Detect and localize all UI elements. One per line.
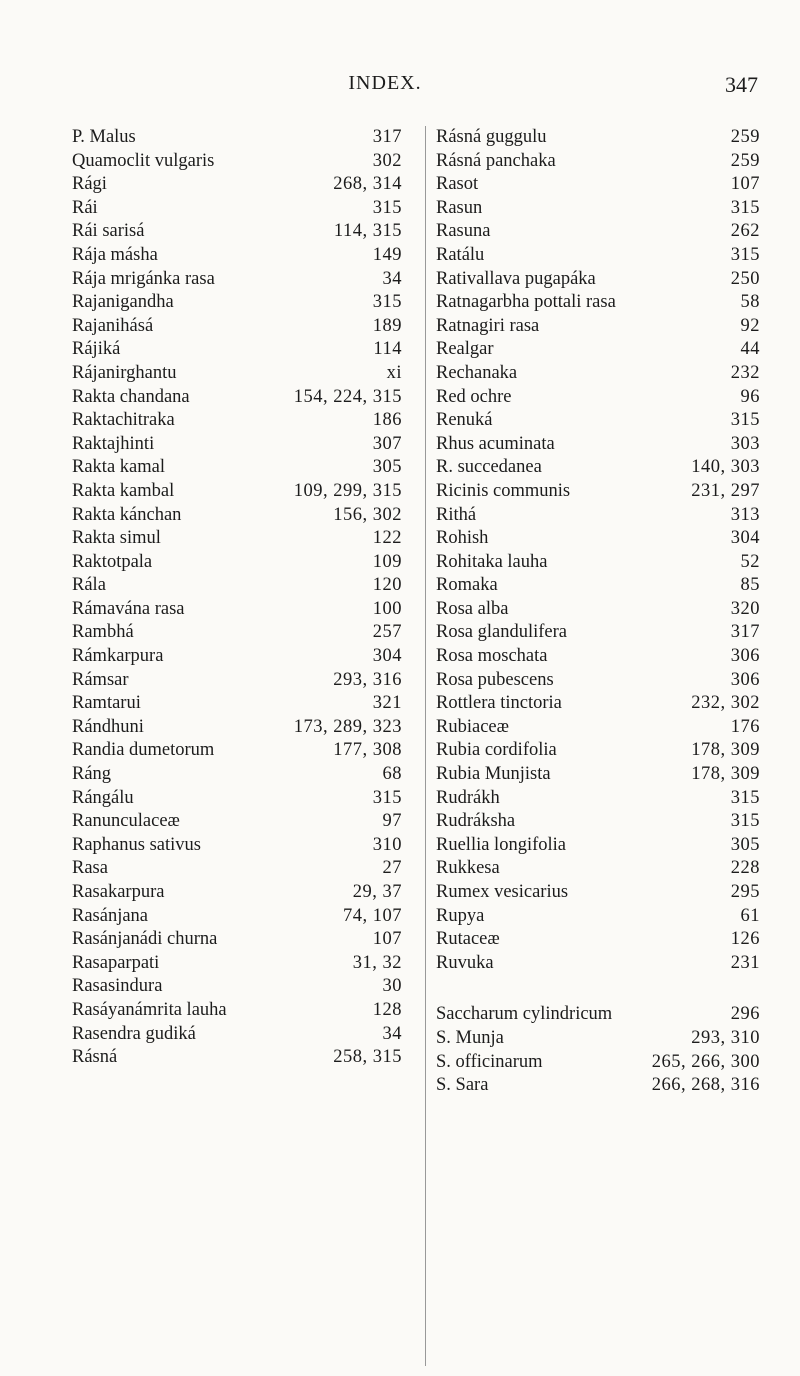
index-pages: 31, 32 (352, 952, 402, 973)
index-entry (426, 621, 760, 645)
index-pages: 114, 315 (333, 221, 402, 242)
index-entry (426, 952, 760, 976)
index-term: Renuká (436, 410, 493, 431)
index-entry (426, 409, 760, 433)
index-term: Ratnagiri rasa (436, 315, 540, 336)
index-entry (426, 338, 760, 362)
index-pages: 52 (740, 551, 760, 572)
index-entry (426, 150, 760, 174)
index-pages: 295 (730, 882, 760, 902)
index-term: Rambhá (72, 622, 134, 643)
index-pages: 302 (372, 150, 402, 171)
index-pages: 178, 309 (691, 764, 760, 785)
index-pages: 306 (730, 646, 760, 667)
index-pages: 228 (730, 858, 760, 879)
index-term: Rativallava pugapáka (436, 268, 596, 289)
index-term: Quamoclit vulgaris (72, 150, 215, 171)
index-pages: 317 (372, 127, 402, 147)
index-term: Ramtarui (72, 693, 141, 714)
index-entry (426, 173, 760, 197)
index-pages: 29, 37 (352, 882, 402, 902)
index-pages: 317 (730, 622, 760, 643)
index-term: Realgar (436, 339, 494, 360)
index-pages: 34 (382, 268, 402, 289)
index-entry (72, 338, 402, 362)
index-pages: 114 (373, 339, 402, 360)
index-entry (72, 999, 402, 1023)
index-entry (72, 527, 402, 551)
index-entry (72, 504, 402, 528)
index-term: S. Sara (436, 1075, 489, 1096)
index-pages: 293, 310 (691, 1027, 760, 1048)
index-entry (72, 1023, 402, 1047)
index-entry (426, 645, 760, 669)
index-term: Red ochre (436, 386, 512, 407)
index-term: Rági (72, 174, 107, 195)
index-pages: 186 (372, 410, 402, 431)
index-pages: 258, 315 (333, 1047, 402, 1068)
index-entry (426, 834, 760, 858)
index-entry (72, 645, 402, 669)
index-entry (72, 598, 402, 622)
index-pages: 304 (372, 646, 402, 667)
index-term: Rájiká (72, 339, 121, 360)
index-entry (72, 197, 402, 221)
index-pages: 107 (730, 174, 760, 195)
index-term: Rasaparpati (72, 952, 160, 973)
index-entry (426, 1051, 760, 1075)
index-term: Saccharum cylindricum (436, 1004, 613, 1025)
index-term: Raktotpala (72, 551, 153, 572)
index-pages: 128 (372, 999, 402, 1020)
index-entry (426, 881, 760, 905)
index-term: Rásná (72, 1047, 118, 1068)
index-pages: 315 (372, 787, 402, 808)
index-entry (426, 692, 760, 716)
index-term: Rái sarisá (72, 221, 145, 242)
index-term: Rohitaka lauha (436, 551, 548, 572)
index-pages: 306 (730, 669, 760, 690)
index-term: Rupya (436, 905, 485, 926)
index-pages: 149 (372, 244, 402, 265)
index-pages: 313 (730, 504, 760, 525)
index-entry (72, 716, 402, 740)
index-term: P. Malus (72, 127, 136, 147)
index-pages: 296 (730, 1004, 760, 1025)
index-entry (426, 598, 760, 622)
index-pages: 315 (372, 292, 402, 313)
index-term: Rája mrigánka rasa (72, 268, 215, 289)
index-pages: 266, 268, 316 (651, 1075, 760, 1096)
index-pages: 320 (730, 598, 760, 619)
index-term: Rámsar (72, 669, 129, 690)
index-entry (72, 268, 402, 292)
index-entry (72, 621, 402, 645)
index-term: R. succedanea (436, 457, 542, 478)
index-term: Rakta simul (72, 528, 161, 549)
index-entry (72, 456, 402, 480)
index-pages: 315 (730, 197, 760, 218)
index-term: Rudráksha (436, 811, 516, 832)
index-entry (426, 763, 760, 787)
index-entry (426, 315, 760, 339)
index-term: Rasa (72, 858, 108, 879)
index-entry (72, 244, 402, 268)
index-term: S. Munja (436, 1027, 504, 1048)
index-entry (72, 173, 402, 197)
index-entry (426, 928, 760, 952)
index-term: Rajanigandha (72, 292, 174, 313)
index-entry (426, 551, 760, 575)
index-term: Rándhuni (72, 716, 144, 737)
index-entry (72, 291, 402, 315)
index-term: Ratálu (436, 244, 485, 265)
index-pages: 97 (382, 811, 402, 832)
index-entry (72, 315, 402, 339)
index-term: Ráng (72, 764, 112, 785)
index-pages: 265, 266, 300 (651, 1051, 760, 1072)
index-pages: 96 (740, 386, 760, 407)
index-pages: 58 (740, 292, 760, 313)
index-pages: 177, 308 (333, 740, 402, 761)
index-term: Rasun (436, 197, 483, 218)
index-entry (426, 905, 760, 929)
index-pages: 259 (730, 150, 760, 171)
index-term: Rásná guggulu (436, 127, 547, 147)
index-term: Rála (72, 575, 106, 596)
index-entry (72, 220, 402, 244)
index-term: Raktachitraka (72, 410, 175, 431)
index-entry (426, 480, 760, 504)
index-term: Rubiaceæ (436, 716, 509, 737)
index-pages: 293, 316 (333, 669, 402, 690)
index-entry (426, 504, 760, 528)
index-entry (426, 386, 760, 410)
index-entry (72, 928, 402, 952)
index-entry (72, 857, 402, 881)
index-pages: 232 (730, 362, 760, 383)
index-pages: 315 (730, 811, 760, 832)
index-entry (72, 692, 402, 716)
index-entry (72, 126, 402, 150)
index-pages: 307 (372, 433, 402, 454)
index-pages: 126 (730, 929, 760, 950)
index-pages: 305 (730, 834, 760, 855)
index-entry (426, 574, 760, 598)
index-pages: 173, 289, 323 (293, 716, 402, 737)
index-term: Rasendra gudiká (72, 1023, 196, 1044)
index-pages: 231, 297 (691, 480, 760, 501)
index-pages: 231 (730, 952, 760, 973)
index-term: Raphanus sativus (72, 834, 201, 855)
index-entry (426, 1003, 760, 1027)
index-term: Rái (72, 197, 98, 218)
index-entry (426, 527, 760, 551)
index-pages: 109 (372, 551, 402, 572)
index-term: Rosa moschata (436, 646, 548, 667)
index-entry (72, 669, 402, 693)
index-pages: 92 (740, 315, 760, 336)
index-entry (72, 763, 402, 787)
index-term: Rosa alba (436, 598, 509, 619)
index-pages: 74, 107 (343, 905, 402, 926)
index-entry (72, 433, 402, 457)
index-pages: 30 (382, 976, 402, 997)
index-pages: 262 (730, 221, 760, 242)
index-term: Rasot (436, 174, 479, 195)
index-entry (426, 1074, 760, 1098)
index-entry (72, 787, 402, 811)
index-term: Rithá (436, 504, 477, 525)
index-pages: 303 (730, 433, 760, 454)
index-pages: 250 (730, 268, 760, 289)
index-entry (72, 975, 402, 999)
index-pages: 156, 302 (333, 504, 402, 525)
index-term: Rámkarpura (72, 646, 164, 667)
index-term: Rubia Munjista (436, 764, 551, 785)
index-term: Rechanaka (436, 362, 518, 383)
index-term: Rájanirghantu (72, 362, 177, 383)
index-entry (72, 834, 402, 858)
index-pages: 107 (372, 929, 402, 950)
index-pages: 176 (730, 716, 760, 737)
index-pages: 310 (372, 834, 402, 855)
index-entry (72, 150, 402, 174)
index-pages: 315 (730, 410, 760, 431)
index-entry (72, 362, 402, 386)
index-term: Rasáyanámrita lauha (72, 999, 227, 1020)
index-entry (72, 574, 402, 598)
index-term: Rasánjanádi churna (72, 929, 218, 950)
index-pages: 305 (372, 457, 402, 478)
index-term: Rohish (436, 528, 489, 549)
index-entry (72, 480, 402, 504)
index-pages: 109, 299, 315 (293, 480, 402, 501)
index-term: Rasuna (436, 221, 491, 242)
index-term: Rája másha (72, 244, 158, 265)
index-pages: 120 (372, 575, 402, 596)
index-entry (426, 220, 760, 244)
index-column-left (72, 126, 402, 1070)
page-number: 347 (725, 72, 758, 97)
index-term: Rásná panchaka (436, 150, 556, 171)
index-pages: 304 (730, 528, 760, 549)
index-pages: 34 (382, 1023, 402, 1044)
index-term: S. officinarum (436, 1051, 543, 1072)
index-entry (426, 1027, 760, 1051)
index-entry (426, 810, 760, 834)
index-pages: 122 (372, 528, 402, 549)
index-entry (426, 787, 760, 811)
index-pages: 321 (372, 693, 402, 714)
index-entry (72, 810, 402, 834)
index-entry (72, 952, 402, 976)
index-term: Rottlera tinctoria (436, 693, 562, 714)
index-column-right (425, 126, 760, 1366)
index-term: Ratnagarbha pottali rasa (436, 292, 616, 313)
index-entry (72, 881, 402, 905)
index-pages: 259 (730, 127, 760, 147)
index-term: Raktajhinti (72, 433, 155, 454)
index-entry (426, 362, 760, 386)
index-entry (426, 456, 760, 480)
index-entry (426, 669, 760, 693)
index-pages: 27 (382, 858, 402, 879)
index-term: Rasánjana (72, 905, 149, 926)
index-term: Rubia cordifolia (436, 740, 557, 761)
index-entry (72, 739, 402, 763)
index-pages: 100 (372, 598, 402, 619)
index-term: Ranunculaceæ (72, 811, 180, 832)
index-pages: xi (386, 362, 402, 383)
index-term: Rosa pubescens (436, 669, 554, 690)
index-term: Rasasindura (72, 976, 163, 997)
index-pages: 44 (740, 339, 760, 360)
index-term: Rakta kambal (72, 480, 175, 501)
index-pages: 68 (382, 764, 402, 785)
index-entry (426, 857, 760, 881)
index-term: Rumex vesicarius (436, 882, 569, 902)
index-term: Rudrákh (436, 787, 500, 808)
index-pages: 268, 314 (333, 174, 402, 195)
index-term: Rakta kánchan (72, 504, 182, 525)
index-term: Rosa glandulifera (436, 622, 567, 643)
index-term: Ruellia longifolia (436, 834, 566, 855)
index-entry (426, 433, 760, 457)
index-term: Rhus acuminata (436, 433, 555, 454)
index-pages: 315 (372, 197, 402, 218)
index-term: Romaka (436, 575, 498, 596)
index-pages: 154, 224, 315 (293, 386, 402, 407)
index-term: Rukkesa (436, 858, 500, 879)
index-term: Randia dumetorum (72, 740, 215, 761)
index-entry (72, 551, 402, 575)
index-term: Rutaceæ (436, 929, 500, 950)
index-entry (426, 739, 760, 763)
index-entry (426, 126, 760, 150)
index-entry (426, 244, 760, 268)
index-term: Rasakarpura (72, 882, 165, 902)
index-pages: 140, 303 (691, 457, 760, 478)
index-pages: 85 (740, 575, 760, 596)
index-term: Rámavána rasa (72, 598, 185, 619)
index-pages: 257 (372, 622, 402, 643)
index-term: Ricinis communis (436, 480, 571, 501)
section-gap (426, 975, 760, 1003)
index-entry (72, 386, 402, 410)
index-entry (72, 409, 402, 433)
index-pages: 61 (740, 905, 760, 926)
index-term: Ruvuka (436, 952, 494, 973)
index-entry (72, 905, 402, 929)
page-title: INDEX. (348, 72, 422, 94)
index-entry (426, 291, 760, 315)
index-pages: 189 (372, 315, 402, 336)
index-term: Rakta kamal (72, 457, 165, 478)
index-entry (426, 197, 760, 221)
index-pages: 315 (730, 244, 760, 265)
index-pages: 232, 302 (691, 693, 760, 714)
index-term: Rángálu (72, 787, 134, 808)
index-entry (426, 716, 760, 740)
index-term: Rakta chandana (72, 386, 190, 407)
index-pages: 315 (730, 787, 760, 808)
index-term: Rajanihásá (72, 315, 154, 336)
index-entry (426, 268, 760, 292)
index-entry (72, 1046, 402, 1070)
index-pages: 178, 309 (691, 740, 760, 761)
